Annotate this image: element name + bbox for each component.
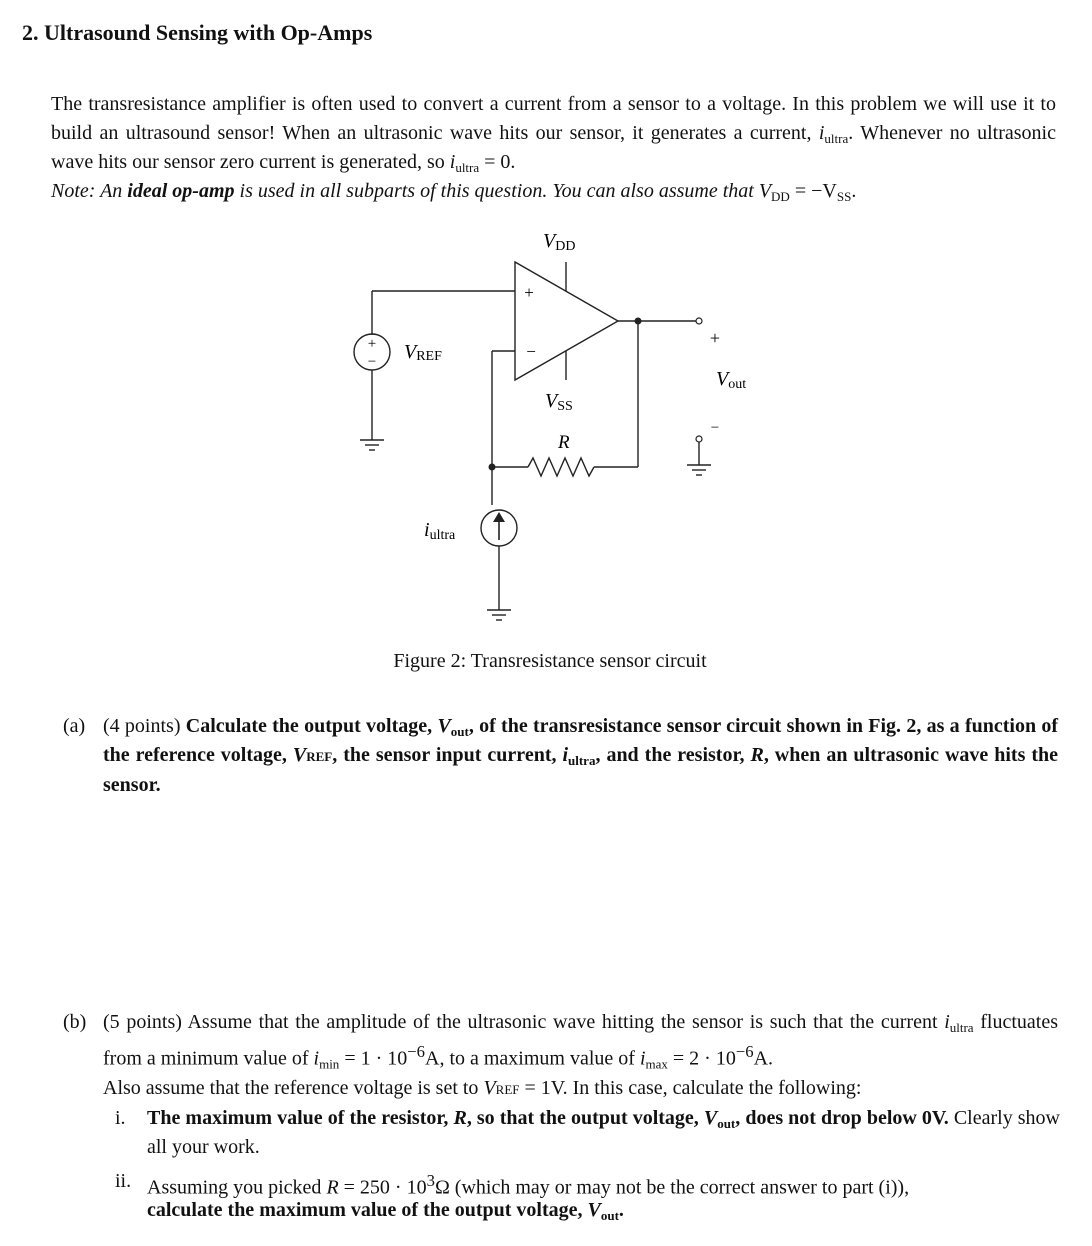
svg-text:−: − xyxy=(367,354,377,370)
r-label: R xyxy=(558,432,570,453)
problem-heading: 2. Ultrasound Sensing with Op-Amps xyxy=(22,20,373,45)
vref-label: VREF xyxy=(404,341,442,364)
vout-label: Vout xyxy=(716,368,747,392)
iultra-label: iultra xyxy=(424,519,456,543)
part-b-ii: ii. Assuming you picked $R = 250 \cdot 10^3\Omega$ (which may or may not be the correct answer to part (i)), calculate the maximum value of the output voltage, $V_{out}$. xyxy=(115,1170,910,1223)
part-b: (b) (5 points) Assume that the amplitude of the ultrasonic wave hitting the sensor is such that the current $i_{ultra}$ fluctuates from a minimum value of $i_{min} = 1 \cdot 10^{-6}A$, to a maximum value of $i_{max} = 2 \cdot 10^{-6}A$. Also assume that the reference voltage is set to VREF = 1V. In this case, calculate the following: xyxy=(63,1011,1059,1099)
vout-terminal-bottom xyxy=(696,436,702,442)
vss-label: VSS xyxy=(545,390,573,414)
svg-text:+: + xyxy=(524,283,534,302)
part-b-i: i. The maximum value of the resistor, R, so that the output voltage, $V_{out}$, does not drop below 0V. Clearly show all your work. xyxy=(115,1107,1060,1158)
figure-caption: Figure 2: Transresistance sensor circuit xyxy=(393,650,707,672)
svg-text:−: − xyxy=(526,342,536,361)
output-node xyxy=(635,318,642,325)
part-a: (a) (4 points) Calculate the output voltage, $V_{out}$, of the transresistance sensor circuit shown in Fig. 2, as a function of the reference voltage, VREF, the sensor input current, $i_{ultra}$, and the resistor, R, when an ultrasonic wave hits the sensor. xyxy=(63,715,1059,796)
vdd-label: VDD xyxy=(543,230,576,254)
svg-text:+: + xyxy=(709,328,721,348)
svg-text:−: − xyxy=(710,420,720,436)
resistor-r xyxy=(528,458,594,476)
intro-paragraph: The transresistance amplifier is often used to convert a current from a sensor to a voltage. In this problem we will use it to build an ultrasound sensor! When an ultrasonic wave hits our sensor, it generates a current, $i_{ultra}$. Whenever no ultrasonic wave hits our sensor zero current is generated, so $i_{ultra} = 0$. Note: An ideal op-amp is used in all subparts of this question. You can also assume that $V_{DD} = -V_{SS}$. xyxy=(51,93,1056,204)
note-line: Note: An ideal op-amp is used in all subparts of this question. You can also assume that $V_{DD} = -V_{SS}$. xyxy=(51,180,857,204)
vout-terminal-top xyxy=(696,318,702,324)
svg-text:+: + xyxy=(367,336,377,352)
junction-node xyxy=(489,464,496,471)
